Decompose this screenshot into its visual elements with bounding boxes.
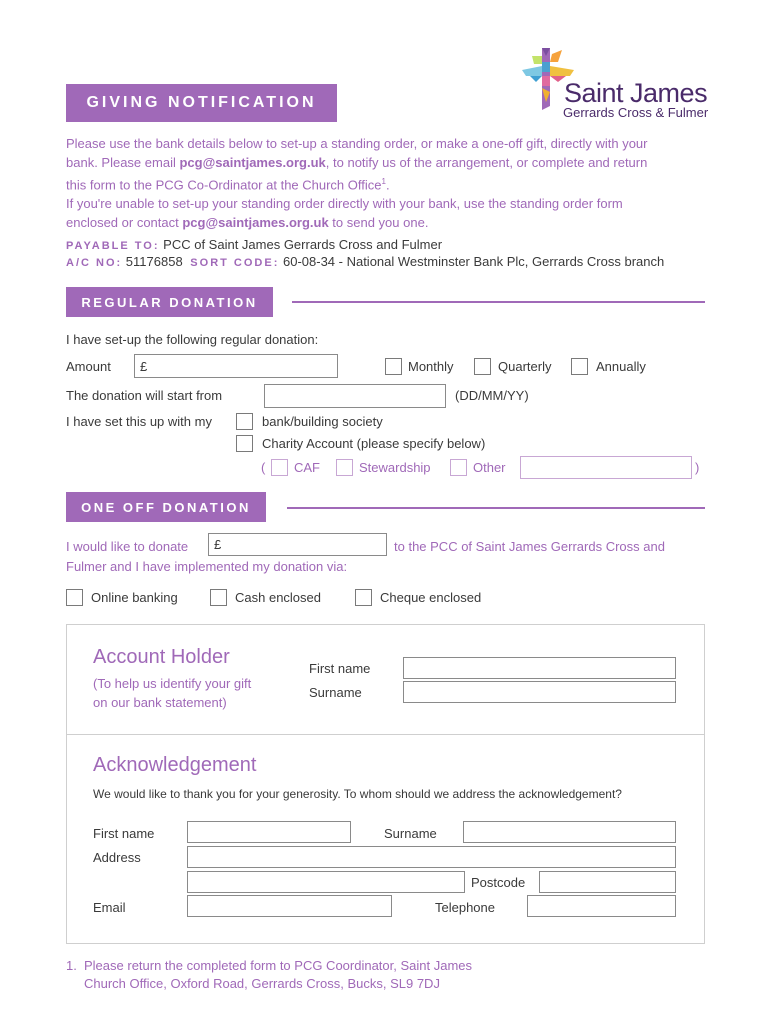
account-row (66, 254, 664, 269)
start-date-label: The donation will start from (66, 388, 223, 403)
ack-surname-label: Surname (384, 826, 437, 841)
caf-checkbox[interactable] (271, 459, 288, 476)
page-title: GIVING NOTIFICATION (66, 84, 337, 122)
footnote-number: 1. (66, 958, 77, 973)
intro-line: If you're unable to set-up your standing order directly with your bank, use the standing order form (66, 196, 623, 211)
intro-paragraph-2 (66, 194, 716, 232)
one-off-donation-heading: ONE OFF DONATION (66, 492, 266, 522)
account-holder-note-1: (To help us identify your gift (93, 676, 252, 691)
payable-value: PCC of Saint James Gerrards Cross and Fulmer (163, 237, 443, 252)
intro-line (66, 213, 716, 232)
cash-enclosed-checkbox[interactable] (210, 589, 227, 606)
quarterly-label: Quarterly (498, 359, 552, 374)
section-divider (287, 507, 705, 509)
online-banking-checkbox[interactable] (66, 589, 83, 606)
bank-building-society-label: bank/building society (262, 414, 383, 429)
ack-email-input[interactable] (187, 895, 392, 917)
annually-checkbox[interactable] (571, 358, 588, 375)
donate-method-intro: Fulmer and I have implemented my donation via: (66, 559, 348, 574)
ack-first-name-label: First name (93, 826, 155, 841)
email-link[interactable]: pcg@saintjames.org.uk (179, 155, 326, 170)
other-specify-input[interactable] (520, 456, 692, 479)
acknowledgement-heading: Acknowledgement (93, 754, 257, 776)
cheque-enclosed-checkbox[interactable] (355, 589, 372, 606)
annually-label: Annually (596, 359, 646, 374)
intro-text: . (385, 177, 390, 193)
account-holder-note-2: on our bank statement) (93, 695, 227, 710)
footnote-line-2: Church Office, Oxford Road, Gerrards Cross, Bucks, SL9 7DJ (84, 976, 440, 991)
one-off-amount-input[interactable] (208, 533, 387, 556)
ah-surname-label: Surname (309, 685, 362, 700)
other-label: Other (473, 460, 506, 475)
logo-name: Saint James (564, 78, 708, 108)
footnote-ref: 1 (381, 177, 386, 186)
currency-symbol: £ (140, 359, 148, 374)
bank-building-society-checkbox[interactable] (236, 413, 253, 430)
cheque-enclosed-label: Cheque enclosed (380, 590, 482, 605)
acno-label: A/C NO: (66, 257, 123, 269)
ack-address-line-2-input[interactable] (187, 871, 465, 893)
donate-label: I would like to donate (66, 539, 189, 554)
stewardship-checkbox[interactable] (336, 459, 353, 476)
account-holder-heading: Account Holder (93, 646, 230, 668)
charity-account-checkbox[interactable] (236, 435, 253, 452)
intro-line (66, 172, 716, 194)
ack-telephone-label: Telephone (435, 900, 495, 915)
open-paren: ( (261, 460, 266, 475)
close-paren: ) (695, 460, 700, 475)
sort-label: SORT CODE: (190, 257, 280, 269)
intro-paragraph-1 (66, 134, 716, 194)
ack-telephone-input[interactable] (527, 895, 676, 917)
donate-label-continued: to the PCC of Saint James Gerrards Cross and (394, 539, 665, 554)
charity-account-label: Charity Account (please specify below) (262, 436, 486, 451)
intro-line: Please use the bank details below to set-up a standing order, or make a one-off gift, directly with your (66, 136, 648, 151)
currency-symbol: £ (214, 537, 222, 552)
section-divider (292, 301, 705, 303)
regular-donation-heading: REGULAR DONATION (66, 287, 273, 317)
logo-subtitle: Gerrards Cross & Fulmer (563, 105, 709, 120)
intro-line (66, 153, 716, 172)
sort-value: 60-08-34 - National Westminster Bank Plc, Gerrards Cross branch (282, 254, 665, 269)
ah-surname-input[interactable] (403, 681, 676, 703)
intro-text: this form to the PCG Co-Ordinator at the Church Office (66, 177, 382, 193)
footnote-line-1: Please return the completed form to PCG Coordinator, Saint James (84, 958, 473, 973)
cash-enclosed-label: Cash enclosed (235, 590, 321, 605)
amount-input[interactable] (134, 354, 338, 378)
regular-intro: I have set-up the following regular donation: (66, 332, 319, 347)
email-link[interactable]: pcg@saintjames.org.uk (182, 215, 329, 230)
other-checkbox[interactable] (450, 459, 467, 476)
quarterly-checkbox[interactable] (474, 358, 491, 375)
intro-text: enclosed or contact (66, 215, 183, 230)
intro-text: to send you one. (328, 215, 429, 230)
payable-row (66, 237, 442, 252)
setup-label: I have set this up with my (66, 414, 212, 429)
caf-label: CAF (294, 460, 320, 475)
stewardship-label: Stewardship (359, 460, 431, 475)
acno-value: 51176858 (125, 254, 183, 269)
ack-address-line-1-input[interactable] (187, 846, 676, 868)
online-banking-label: Online banking (91, 590, 178, 605)
ack-address-label: Address (93, 850, 141, 865)
ack-surname-input[interactable] (463, 821, 676, 843)
monthly-label: Monthly (408, 359, 454, 374)
payable-label: PAYABLE TO: (66, 240, 160, 252)
ah-first-name-input[interactable] (403, 657, 676, 679)
intro-text: bank. Please email (66, 155, 180, 170)
intro-text: , to notify us of the arrangement, or complete and return (325, 155, 648, 170)
ack-postcode-input[interactable] (539, 871, 676, 893)
ack-postcode-label: Postcode (471, 875, 526, 890)
start-date-input[interactable] (264, 384, 446, 408)
ah-first-name-label: First name (309, 661, 371, 676)
amount-label: Amount (66, 359, 111, 374)
monthly-checkbox[interactable] (385, 358, 402, 375)
acknowledgement-intro: We would like to thank you for your generosity. To whom should we address the acknowledgement? (93, 787, 622, 801)
date-format-hint: (DD/MM/YY) (455, 388, 529, 403)
ack-first-name-input[interactable] (187, 821, 351, 843)
ack-email-label: Email (93, 900, 126, 915)
